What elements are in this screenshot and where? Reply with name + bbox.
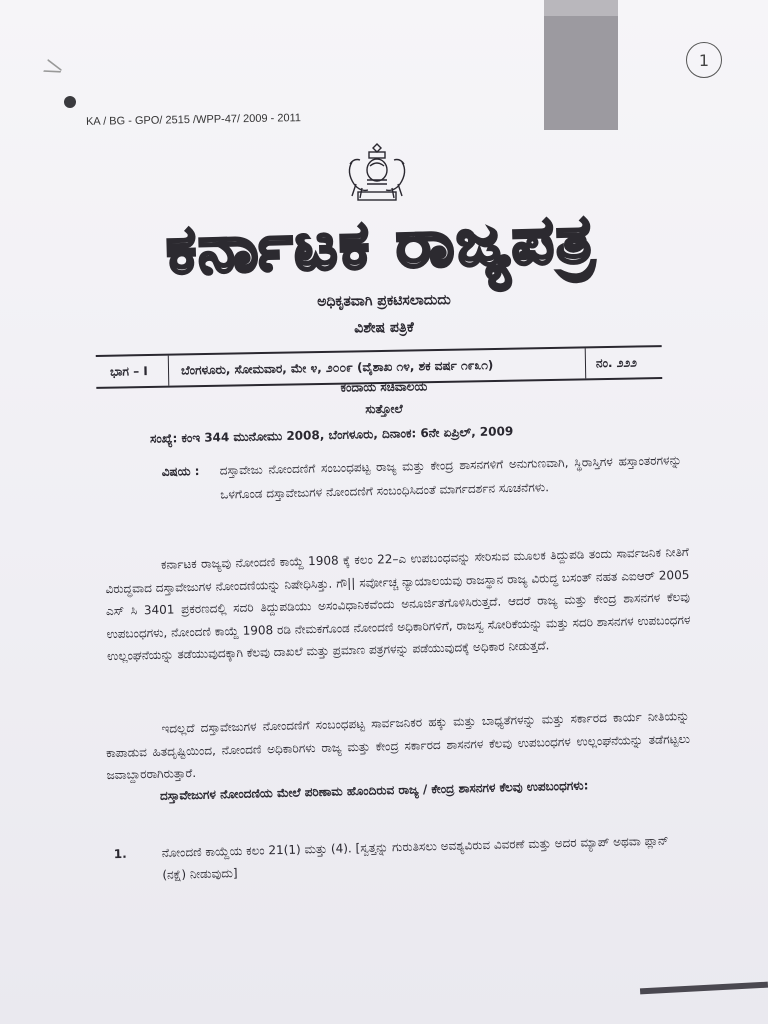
list-item-text: ನೋಂದಣಿ ಕಾಯ್ದೆಯ ಕಲಂ 21(1) ಮತ್ತು (4). [ಸ್ವತ್ತನ್ನು ಗುರುತಿಸಲು ಅವಶ್ಯವಿರುವ ವಿವರಣೆ ಮತ್ತು ಅದರ ಮ್ಯಾಪ್ ಅಥವಾ ಪ್ಲಾನ್ (ನಕ್ಷೆ) ನೀಡುವುದು] (161, 833, 669, 882)
gazette-reference: KA / BG - GPO/ 2515 /WPP-47/ 2009 - 2011 (85, 112, 302, 128)
department-name: ಕಂದಾಯ ಸಚಿವಾಲಯ (340, 379, 428, 395)
body-paragraph: ಇದಲ್ಲದೆ ದಸ್ತಾವೇಜುಗಳ ನೋಂದಣಿಗೆ ಸಂಬಂಧಪಟ್ಟ ಸಾರ್ವಜನಿಕರ ಹಕ್ಕು ಮತ್ತು ಬಾಧ್ಯತೆಗಳನ್ನು ಮತ್ತು ಸರ್ಕಾರದ ಕಾರ್ಯ ನೀತಿಯನ್ನು ಕಾಪಾಡುವ ಹಿತದೃಷ್ಟಿಯಿಂದ, ನೋಂದಣಿ ಅಧಿಕಾರಿಗಳು ರಾಜ್ಯ ಮತ್ತು ಕೇಂದ್ರ ಸರ್ಕಾರದ ಶಾಸನಗಳ ಕೆಲವು ಉಪಬಂಧಗಳ ಉಲ್ಲಂಘನೆಯನ್ನು ತಡೆಗಟ್ಟಲು ಜವಾಬ್ದಾರರಾಗಿರುತ್ತಾರೆ. (105, 708, 691, 783)
subject-label: ವಿಷಯ : (161, 464, 200, 479)
order-number-line: ಸಂಖ್ಯೆ: ಕಂಇ 344 ಮುನೋಮು 2008, ಬೆಂಗಳೂರು, ದಿನಾಂಕ: 6ನೇ ಏಪ್ರಿಲ್, 2009 (149, 424, 514, 446)
scan-shadow-block-top (544, 0, 618, 16)
subject-block (162, 448, 683, 508)
scan-shadow-block (544, 0, 618, 130)
section-heading: ದಸ್ತಾವೇಜುಗಳ ನೋಂದಣಿಯ ಮೇಲೆ ಪರಿಣಾಮ ಹೊಂದಿರುವ ರಾಜ್ಯ / ಕೇಂದ್ರ ಶಾಸನಗಳ ಕೆಲವು ಉಪಬಂಧಗಳು: (159, 778, 589, 803)
extraordinary-label: ವಿಶೇಷ ಪತ್ರಿಕೆ (354, 319, 414, 337)
margin-mark: \/ (39, 57, 67, 79)
list-item-number: 1. (113, 846, 127, 862)
issue-part: ಭಾಗ – I (96, 356, 170, 387)
karnataka-state-emblem-icon (340, 140, 414, 204)
notification-label: ಸುತ್ತೋಲೆ (365, 401, 403, 417)
issue-number: ನಂ. ೨೨೨ (595, 355, 637, 370)
list-item (114, 829, 695, 887)
gazette-masthead: ಕರ್ನಾಟಕ ರಾಜ್ಯಪತ್ರ (165, 200, 597, 289)
page-number: 1 (686, 42, 722, 78)
subject-text: ದಸ್ತಾವೇಜು ನೋಂದಣಿಗೆ ಸಂಬಂಧಪಟ್ಟ ರಾಜ್ಯ ಮತ್ತು ಕೇಂದ್ರ ಶಾಸನಗಳಿಗೆ ಅನುಗುಣವಾಗಿ, ಸ್ಥಿರಾಸ್ತಿಗಳ ಹಸ್ತಾಂತರಗಳನ್ನು ಒಳಗೊಂಡ ದಸ್ತಾವೇಜುಗಳ ನೋಂದಣಿಗೆ ಸಂಬಂಧಿಸಿದಂತೆ ಮಾರ್ಗದರ್ಶನ ಸೂಚನೆಗಳು. (219, 453, 682, 502)
issue-date: ಬೆಂಗಳೂರು, ಸೋಮವಾರ, ಮೇ ೪, ೨೦೦೯ (ವೈಶಾಖ ೧೪, ಶಕ ವರ್ಷ ೧೯೩೧) (169, 348, 586, 385)
published-by-authority: ಅಧಿಕೃತವಾಗಿ ಪ್ರಕಟಿಸಲಾದುದು (317, 292, 451, 310)
scan-edge-shadow (640, 982, 768, 995)
body-paragraph: ಕರ್ನಾಟಕ ರಾಜ್ಯವು ನೋಂದಣಿ ಕಾಯ್ದೆ 1908 ಕ್ಕೆ ಕಲಂ 22–ಎ ಉಪಬಂಧವನ್ನು ಸೇರಿಸುವ ಮೂಲಕ ತಿದ್ದುಪಡಿ ತಂದು ಸಾರ್ವಜನಿಕ ನೀತಿಗೆ ವಿರುದ್ಧವಾದ ದಸ್ತಾವೇಜುಗಳ ನೋಂದಣಿಯನ್ನು ನಿಷೇಧಿಸಿತ್ತು. ಗೌ|| ಸರ್ವೋಚ್ಚ ನ್ಯಾಯಾಲಯವು ರಾಜಸ್ಥಾನ ರಾಜ್ಯ ವಿರುದ್ಧ ಬಸಂತ್ ನಹತ ಎಐಆರ್ 2005 ಎಸ್ ಸಿ 3401 ಪ್ರಕರಣದಲ್ಲಿ ಸದರಿ ತಿದ್ದುಪಡಿಯು ಅಸಂವಿಧಾನಿಕವೆಂದು ಅನೂರ್ಜಿತಗೊಳಿಸಿರುತ್ತದೆ. ಆದರೆ ರಾಜ್ಯ ಮತ್ತು ಕೇಂದ್ರ ಶಾಸನಗಳ ಕೆಲವು ಉಪಬಂಧಗಳು, ನೋಂದಣಿ ಕಾಯ್ದೆ 1908 ರಡಿ ನೇಮಕಗೊಂಡ ನೋಂದಣಿ ಅಧಿಕಾರಿಗಳಿಗೆ, ರಾಜಸ್ವ ಸೋರಿಕೆಯನ್ನು ಮತ್ತು ಸದರಿ ಶಾಸನಗಳ ಉಪಬಂಧಗಳ ಉಲ್ಲಂಘನೆಯನ್ನು ತಡೆಯುವುದಕ್ಕಾಗಿ ಕೆಲವು ದಾಖಲೆ ಮತ್ತು ಪ್ರಮಾಣ ಪತ್ರಗಳನ್ನು ಪಡೆಯುವುದಕ್ಕೆ ಅಧಿಕಾರ ನೀಡುತ್ತದೆ. (105, 544, 691, 664)
punch-hole (64, 96, 76, 108)
